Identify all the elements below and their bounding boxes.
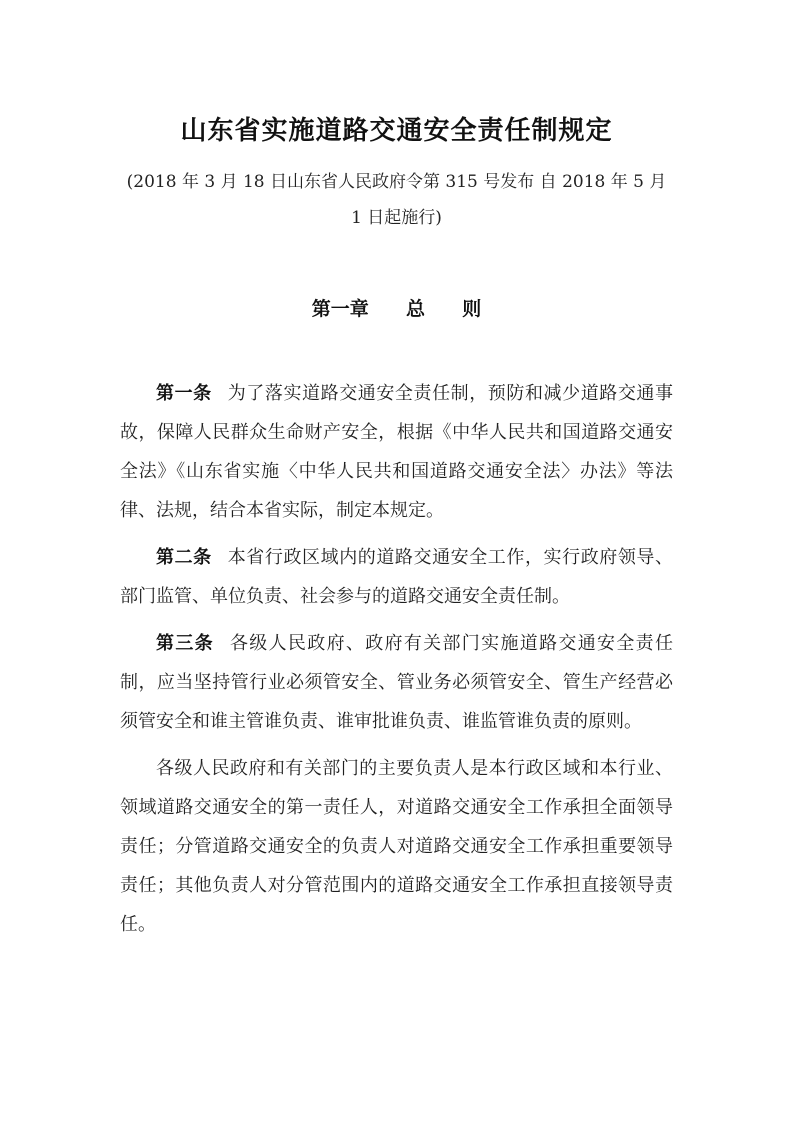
continuation-paragraph [120,749,673,944]
chapter-number: 第一章 [311,298,369,320]
document-title: 山东省实施道路交通安全责任制规定 [180,116,613,146]
chapter-title-first-char: 总 [405,298,425,320]
article-paragraph [120,624,673,741]
article-text: 各级人民政府、政府有关部门实施道路交通安全责任制，应当坚持管行业必须管安全、管业务必须管安全、管生产经营必须管安全和谁主管谁负责、谁审批谁负责、谁监管谁负责的原则。 [120,633,674,732]
article-paragraph [120,538,673,616]
article-label: 第二条 [156,547,212,568]
document-body [120,374,673,952]
document-subtitle: (2018 年 3 月 18 日山东省人民政府令第 315 号发布 自 2018 年 5 月 1 日起施行) [126,172,667,228]
article-label: 第三条 [156,633,214,654]
paragraph-text: 各级人民政府和有关部门的主要负责人是本行政区域和本行业、领域道路交通安全的第一责任人，对道路交通安全工作承担全面领导责任；分管道路交通安全的负责人对道路交通安全工作承担重要领导责任；其他负责人对分管范围内的道路交通安全工作承担直接领导责任。 [120,758,673,935]
article-label: 第一条 [156,383,212,404]
chapter-title-second-char: 则 [462,298,482,320]
article-text: 为了落实道路交通安全责任制，预防和减少道路交通事故，保障人民群众生命财产安全，根据《中华人民共和国道路交通安全法》《山东省实施〈中华人民共和国道路交通安全法〉办法》等法律、法规，结合本省实际，制定本规定。 [120,383,674,521]
article-text: 本省行政区域内的道路交通安全工作，实行政府领导、部门监管、单位负责、社会参与的道路交通安全责任制。 [120,547,674,607]
chapter-heading [0,294,793,321]
article-paragraph [120,374,673,530]
